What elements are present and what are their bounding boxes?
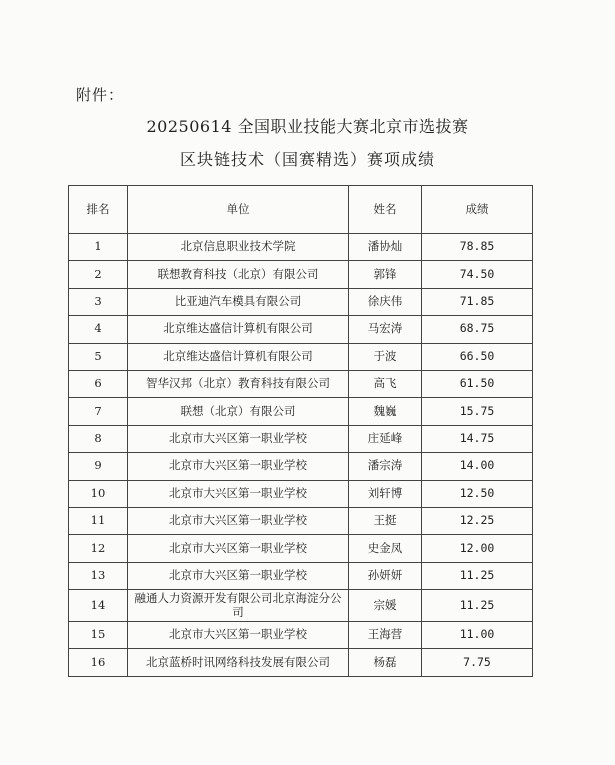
unit-cell: 融通人力资源开发有限公司北京海淀分公司 xyxy=(128,590,349,622)
rank-cell: 15 xyxy=(69,622,128,649)
rank-cell: 12 xyxy=(69,535,128,562)
score-cell: 12.00 xyxy=(422,535,533,562)
unit-cell: 联想教育科技（北京）有限公司 xyxy=(128,261,349,288)
score-cell: 68.75 xyxy=(422,316,533,343)
table-row xyxy=(69,343,533,370)
rank-cell: 1 xyxy=(69,234,128,261)
rank-cell: 13 xyxy=(69,562,128,589)
score-cell: 61.50 xyxy=(422,370,533,397)
name-cell: 宗媛 xyxy=(349,590,422,622)
score-cell: 11.25 xyxy=(422,562,533,589)
attachment-label: 附件： xyxy=(76,86,125,104)
unit-cell: 北京蓝桥时讯网络科技发展有限公司 xyxy=(128,649,349,676)
score-cell: 15.75 xyxy=(422,398,533,425)
rank-cell: 6 xyxy=(69,370,128,397)
table-row xyxy=(69,590,533,622)
score-cell: 12.50 xyxy=(422,480,533,507)
rank-cell: 8 xyxy=(69,425,128,452)
rank-cell: 4 xyxy=(69,316,128,343)
table-row xyxy=(69,398,533,425)
rank-cell: 14 xyxy=(69,590,128,622)
score-cell: 66.50 xyxy=(422,343,533,370)
score-cell: 78.85 xyxy=(422,234,533,261)
score-cell: 11.25 xyxy=(422,590,533,622)
table-row xyxy=(69,562,533,589)
unit-cell: 北京市大兴区第一职业学校 xyxy=(128,622,349,649)
table-row xyxy=(69,261,533,288)
header-unit: 单位 xyxy=(128,186,349,234)
table-body xyxy=(69,234,533,677)
unit-cell: 北京维达盛信计算机有限公司 xyxy=(128,343,349,370)
table-header-row xyxy=(69,186,533,234)
name-cell: 徐庆伟 xyxy=(349,288,422,315)
score-cell: 11.00 xyxy=(422,622,533,649)
name-cell: 王海营 xyxy=(349,622,422,649)
score-cell: 14.00 xyxy=(422,453,533,480)
table-row xyxy=(69,622,533,649)
unit-cell: 北京市大兴区第一职业学校 xyxy=(128,425,349,452)
name-cell: 刘轩博 xyxy=(349,480,422,507)
score-cell: 12.25 xyxy=(422,507,533,534)
unit-cell: 联想（北京）有限公司 xyxy=(128,398,349,425)
header-name: 姓名 xyxy=(349,186,422,234)
rank-cell: 7 xyxy=(69,398,128,425)
table-row xyxy=(69,370,533,397)
name-cell: 王挺 xyxy=(349,507,422,534)
score-cell: 71.85 xyxy=(422,288,533,315)
score-cell: 74.50 xyxy=(422,261,533,288)
document-subtitle: 区块链技术（国赛精选）赛项成绩 xyxy=(179,150,435,169)
table-row xyxy=(69,649,533,676)
name-cell: 郭锋 xyxy=(349,261,422,288)
unit-cell: 北京市大兴区第一职业学校 xyxy=(128,535,349,562)
table-row xyxy=(69,425,533,452)
name-cell: 潘协灿 xyxy=(349,234,422,261)
name-cell: 于波 xyxy=(349,343,422,370)
rank-cell: 2 xyxy=(69,261,128,288)
score-cell: 14.75 xyxy=(422,425,533,452)
name-cell: 高飞 xyxy=(349,370,422,397)
name-cell: 魏巍 xyxy=(349,398,422,425)
unit-cell: 比亚迪汽车模具有限公司 xyxy=(128,288,349,315)
unit-cell: 智华汉邦（北京）教育科技有限公司 xyxy=(128,370,349,397)
header-score: 成绩 xyxy=(422,186,533,234)
unit-cell: 北京信息职业技术学院 xyxy=(128,234,349,261)
name-cell: 孙妍妍 xyxy=(349,562,422,589)
results-table xyxy=(68,185,533,677)
unit-cell: 北京维达盛信计算机有限公司 xyxy=(128,316,349,343)
table-row xyxy=(69,535,533,562)
document-title: 20250614 全国职业技能大赛北京市选拔赛 xyxy=(146,117,469,136)
table-row xyxy=(69,480,533,507)
name-cell: 潘宗涛 xyxy=(349,453,422,480)
rank-cell: 16 xyxy=(69,649,128,676)
name-cell: 杨磊 xyxy=(349,649,422,676)
name-cell: 庄延峰 xyxy=(349,425,422,452)
table-row xyxy=(69,507,533,534)
unit-cell: 北京市大兴区第一职业学校 xyxy=(128,507,349,534)
rank-cell: 9 xyxy=(69,453,128,480)
table-row xyxy=(69,453,533,480)
table-row xyxy=(69,234,533,261)
unit-cell: 北京市大兴区第一职业学校 xyxy=(128,480,349,507)
table-row xyxy=(69,288,533,315)
rank-cell: 3 xyxy=(69,288,128,315)
unit-cell: 北京市大兴区第一职业学校 xyxy=(128,453,349,480)
rank-cell: 5 xyxy=(69,343,128,370)
name-cell: 史金凤 xyxy=(349,535,422,562)
name-cell: 马宏涛 xyxy=(349,316,422,343)
header-rank: 排名 xyxy=(69,186,128,234)
rank-cell: 11 xyxy=(69,507,128,534)
unit-cell: 北京市大兴区第一职业学校 xyxy=(128,562,349,589)
table-row xyxy=(69,316,533,343)
rank-cell: 10 xyxy=(69,480,128,507)
score-cell: 7.75 xyxy=(422,649,533,676)
